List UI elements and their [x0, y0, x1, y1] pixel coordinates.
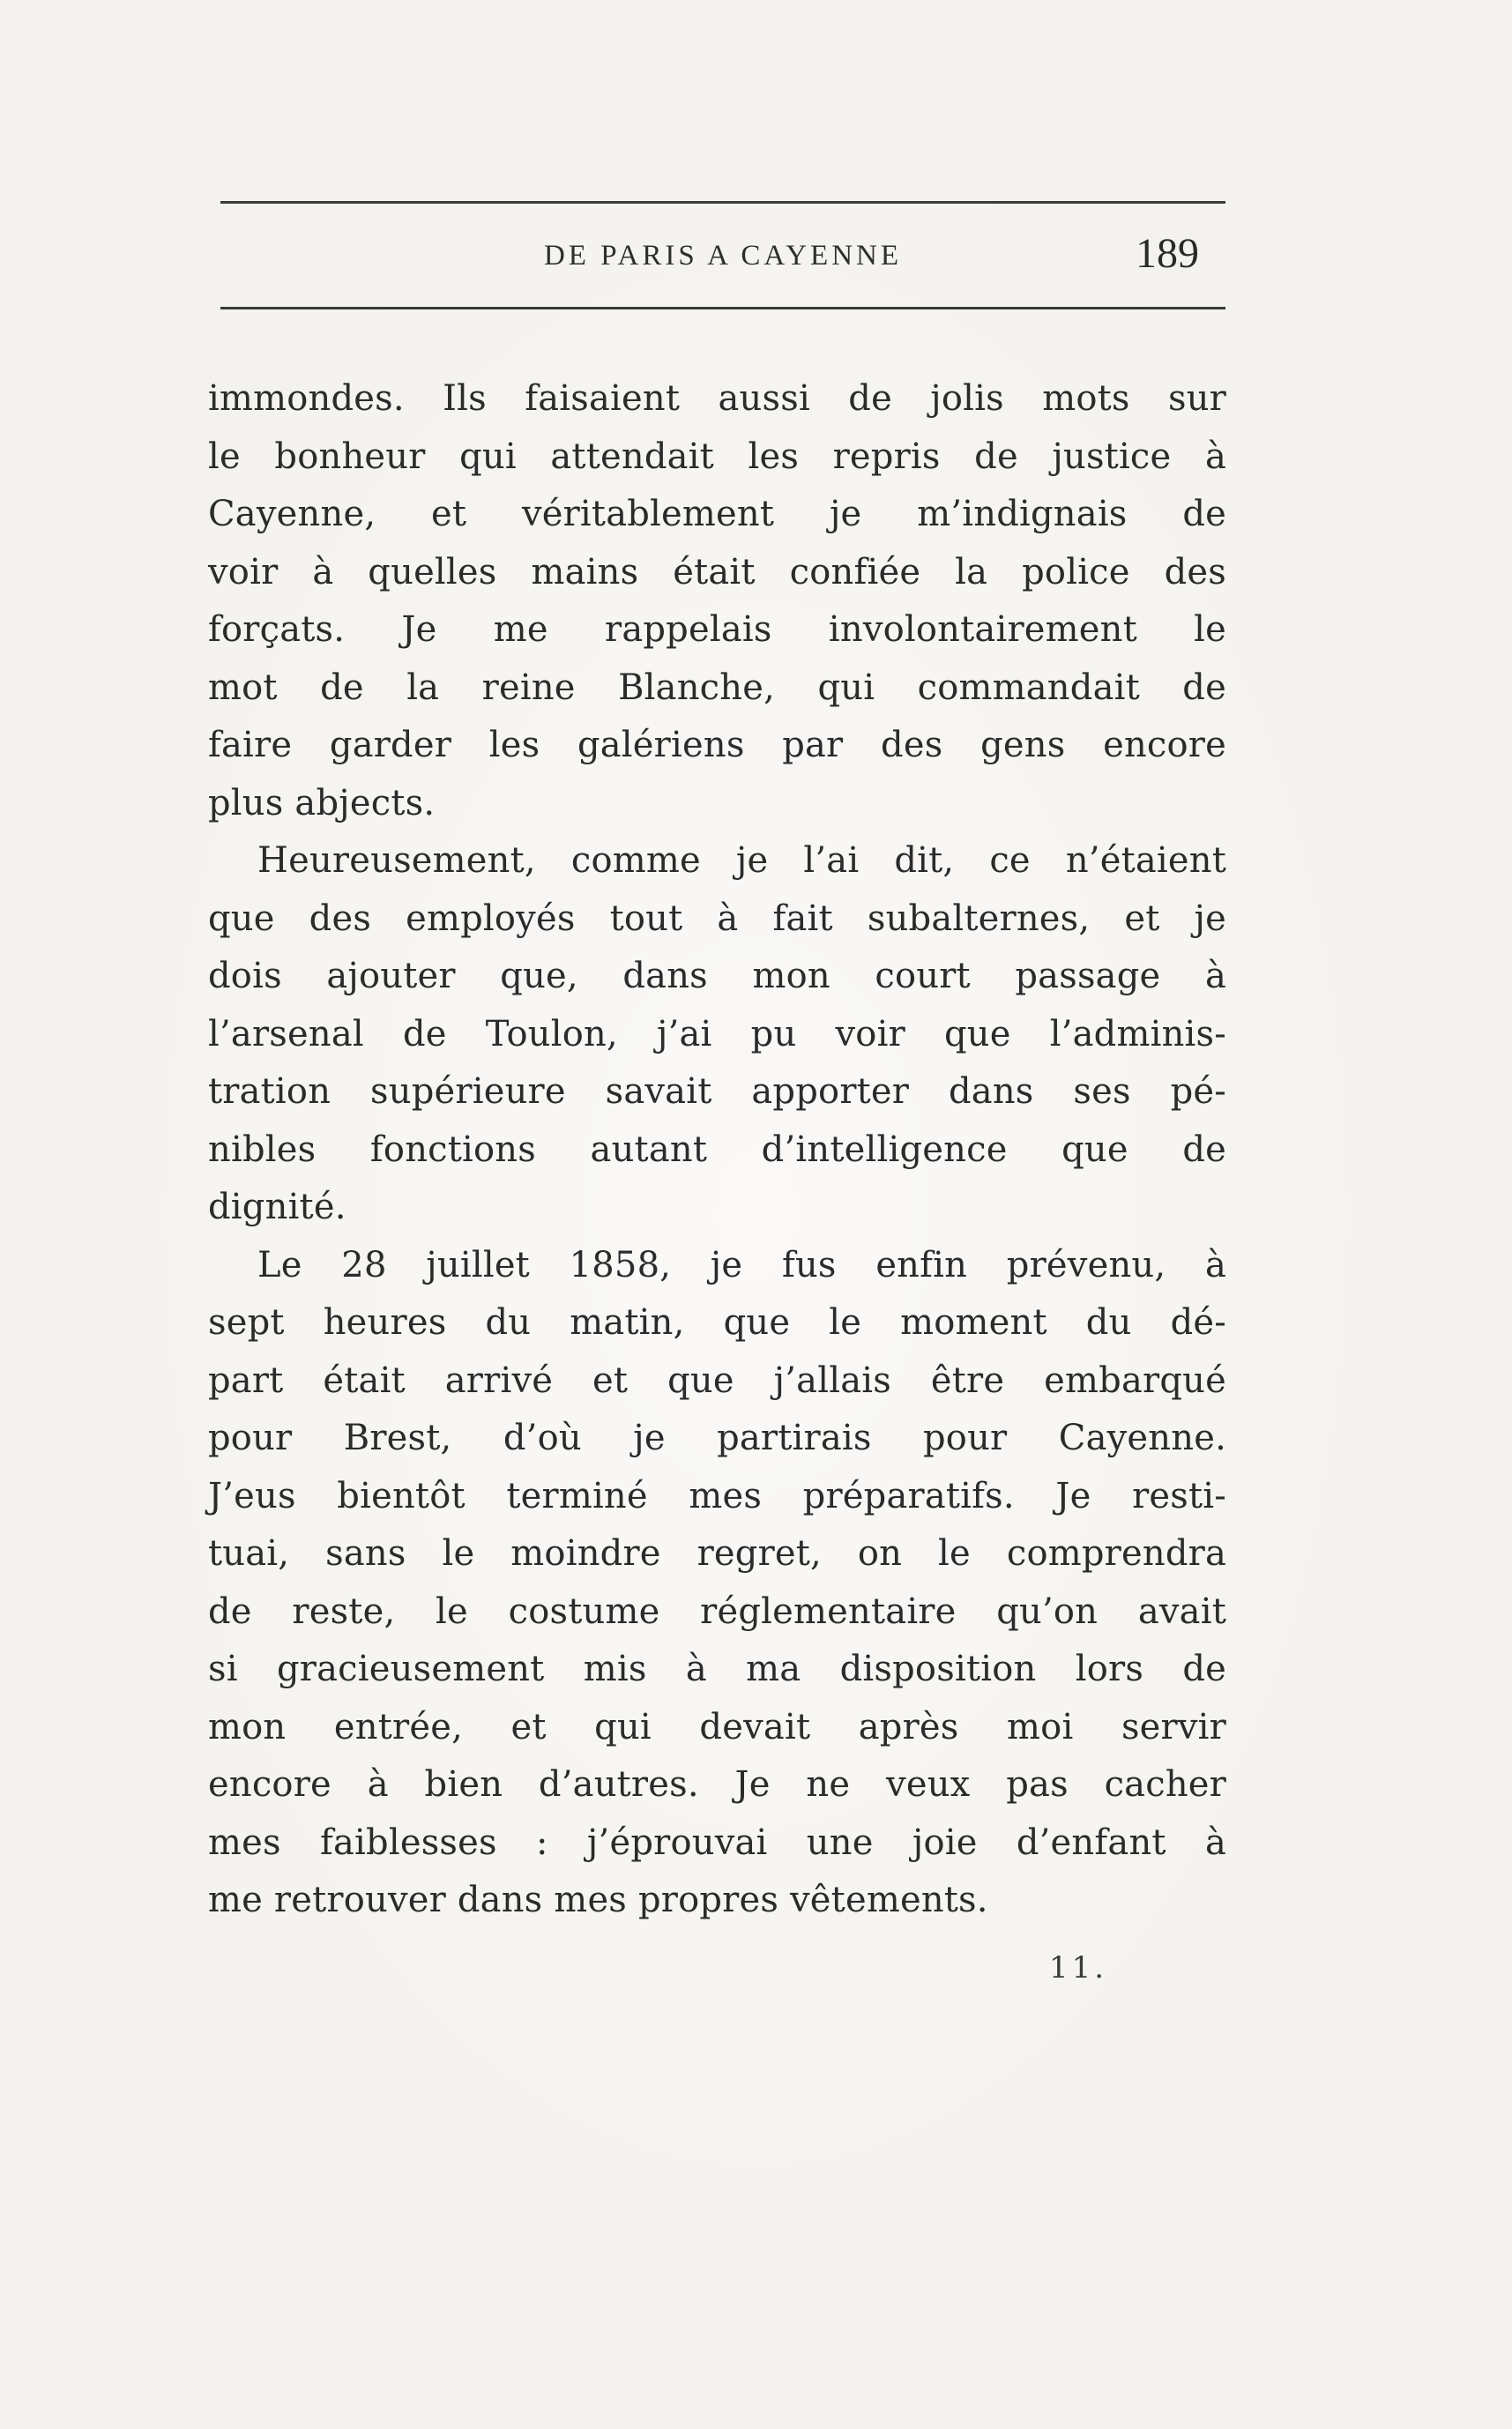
running-title: DE PARIS A CAYENNE — [543, 240, 903, 272]
text-line: dignité. — [208, 1187, 346, 1227]
text-line: mes faiblesses : j’éprouvai une joie d’enfant à — [208, 1822, 1226, 1863]
text-line: dois ajouter que, dans mon court passage à — [208, 956, 1226, 996]
text-line: sept heures du matin, que le moment du dé- — [208, 1302, 1226, 1343]
text-line: plus abjects. — [208, 782, 436, 823]
signature-mark: 11. — [1049, 1950, 1108, 1986]
text-line: pour Brest, d’où je partirais pour Cayenne. — [208, 1418, 1226, 1458]
page-number: 189 — [1136, 230, 1199, 277]
text-line: me retrouver dans mes propres vêtements. — [208, 1880, 988, 1920]
text-line: nibles fonctions autant d’intelligence que de — [208, 1129, 1226, 1170]
text-line: voir à quelles mains était confiée la police des — [208, 551, 1226, 592]
header-rule-top — [220, 201, 1225, 204]
text-line: Le 28 juillet 1858, je fus enfin prévenu, à — [257, 1244, 1226, 1285]
text-line: Heureusement, comme je l’ai dit, ce n’étaient — [257, 840, 1226, 881]
text-line: immondes. Ils faisaient aussi de jolis mots sur — [208, 378, 1226, 419]
text-line: le bonheur qui attendait les repris de justice à — [208, 436, 1226, 477]
text-line: tration supérieure savait apporter dans ses pé- — [208, 1071, 1226, 1112]
running-head — [220, 227, 1225, 289]
text-line: l’arsenal de Toulon, j’ai pu voir que l’adminis- — [208, 1013, 1226, 1054]
text-line: mon entrée, et qui devait après moi servir — [208, 1706, 1226, 1747]
text-line: tuai, sans le moindre regret, on le comprendra — [208, 1533, 1226, 1574]
text-line: de reste, le costume réglementaire qu’on avait — [208, 1591, 1226, 1632]
text-line: faire garder les galériens par des gens encore — [208, 725, 1226, 765]
text-line: que des employés tout à fait subalternes, et je — [208, 898, 1226, 939]
text-line: encore à bien d’autres. Je ne veux pas cacher — [208, 1764, 1226, 1805]
text-line: mot de la reine Blanche, qui commandait de — [208, 667, 1226, 708]
text-line: forçats. Je me rappelais involontairement le — [208, 609, 1226, 650]
header-rule-bottom — [220, 307, 1225, 309]
text-line: part était arrivé et que j’allais être embarqué — [208, 1360, 1226, 1401]
body-text — [208, 370, 1226, 1930]
text-line: si gracieusement mis à ma disposition lors de — [208, 1649, 1226, 1689]
text-line: J’eus bientôt terminé mes préparatifs. Je resti- — [208, 1475, 1226, 1516]
text-line: Cayenne, et véritablement je m’indignais de — [208, 494, 1226, 534]
